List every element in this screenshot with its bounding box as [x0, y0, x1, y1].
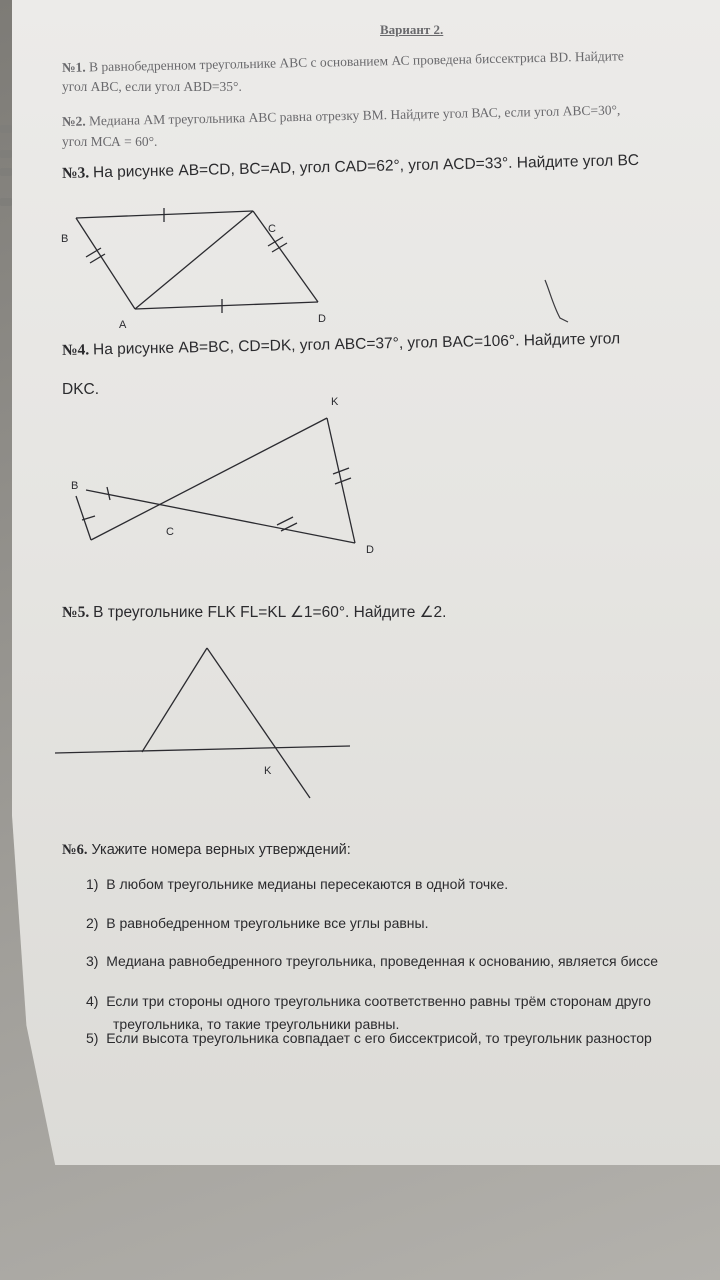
label-d: D — [366, 544, 374, 556]
statement-4-line-2: треугольника, то такие треугольники равны. — [113, 1016, 400, 1032]
variant-title: Вариант 2. — [380, 22, 444, 37]
base-line — [55, 746, 350, 753]
label-a: A — [119, 319, 127, 331]
label-b: B — [61, 233, 69, 245]
side-left — [142, 648, 207, 752]
task-2-text: Медиана АМ треугольника АВС равна отрезку ВМ. Найдите угол ВАС, если угол АВС=30°, — [88, 102, 621, 129]
label-k: K — [264, 765, 272, 777]
tick-cd-1 — [268, 237, 283, 246]
task-5-text: В треугольнике FLK FL=KL ∠1=60°. Найдите ∠2. — [93, 604, 447, 621]
statement-3-text: Медиана равнобедренного треугольника, проведенная к основанию, является биссе — [106, 953, 659, 969]
label-k: K — [331, 396, 339, 408]
tick-dk-2 — [335, 478, 351, 484]
statement-4-number: 4) — [86, 993, 99, 1009]
figure-5-triangle — [55, 648, 350, 798]
statement-3-number: 3) — [86, 953, 99, 969]
figure-4-triangles — [71, 396, 374, 556]
label-c: C — [166, 526, 174, 538]
label-b: B — [71, 480, 79, 492]
statement-1-text: В любом треугольнике медианы пересекаются в одной точке. — [106, 876, 509, 892]
statement-4-text: Если три стороны одного треугольника соответственно равны трём сторонам друго — [106, 993, 651, 1009]
label-d: D — [318, 313, 326, 325]
label-c: C — [268, 223, 276, 235]
task-6-prompt: Укажите номера верных утверждений: — [91, 842, 351, 858]
task-1-number: №1. — [61, 59, 86, 75]
segment-ad — [135, 302, 318, 309]
task-4-number: №4. — [61, 341, 90, 359]
segment-bd — [86, 490, 355, 543]
statement-5-number: 5) — [86, 1030, 99, 1046]
task-4-text: На рисунке AB=BC, CD=DK, угол ABC=37°, угол BAC=106°. Найдите угол — [92, 330, 621, 359]
task-1-line-2: угол АВС, если угол АВD=35°. — [62, 79, 242, 94]
segment-cd — [253, 211, 318, 302]
task-1-text: В равнобедренном треугольнике АВС с основанием АС проведена биссектриса ВD. Найдите — [88, 48, 624, 75]
segment-ak — [91, 418, 327, 540]
tick-cd-1 — [277, 517, 293, 525]
tick-bc — [107, 487, 110, 500]
figure-3-parallelogram — [61, 208, 326, 331]
pen-mark — [545, 280, 568, 322]
tick-cd-2 — [272, 243, 287, 252]
task-2-line-2: угол МСА = 60°. — [62, 134, 158, 149]
side-right-extended — [207, 648, 310, 798]
task-2-number: №2. — [61, 113, 86, 129]
segment-ac — [135, 211, 253, 309]
task-3-number: №3. — [61, 164, 90, 182]
statement-2-text: В равнобедренном треугольнике все углы равны. — [106, 915, 429, 931]
task-5-number: №5. — [62, 604, 90, 621]
statement-1-number: 1) — [86, 876, 99, 892]
statement-5-text: Если высота треугольника совпадает с его биссектрисой, то треугольник разностор — [106, 1030, 652, 1046]
tick-dk-1 — [333, 468, 349, 474]
task-6-number: №6. — [62, 842, 88, 858]
statement-2-number: 2) — [86, 915, 99, 931]
segment-ab — [76, 218, 135, 309]
segment-kd — [327, 418, 355, 543]
task-4-line-2: DKC. — [62, 381, 100, 398]
task-3-text: На рисунке AB=CD, BC=AD, угол CAD=62°, угол ACD=33°. Найдите угол BC — [92, 151, 640, 182]
